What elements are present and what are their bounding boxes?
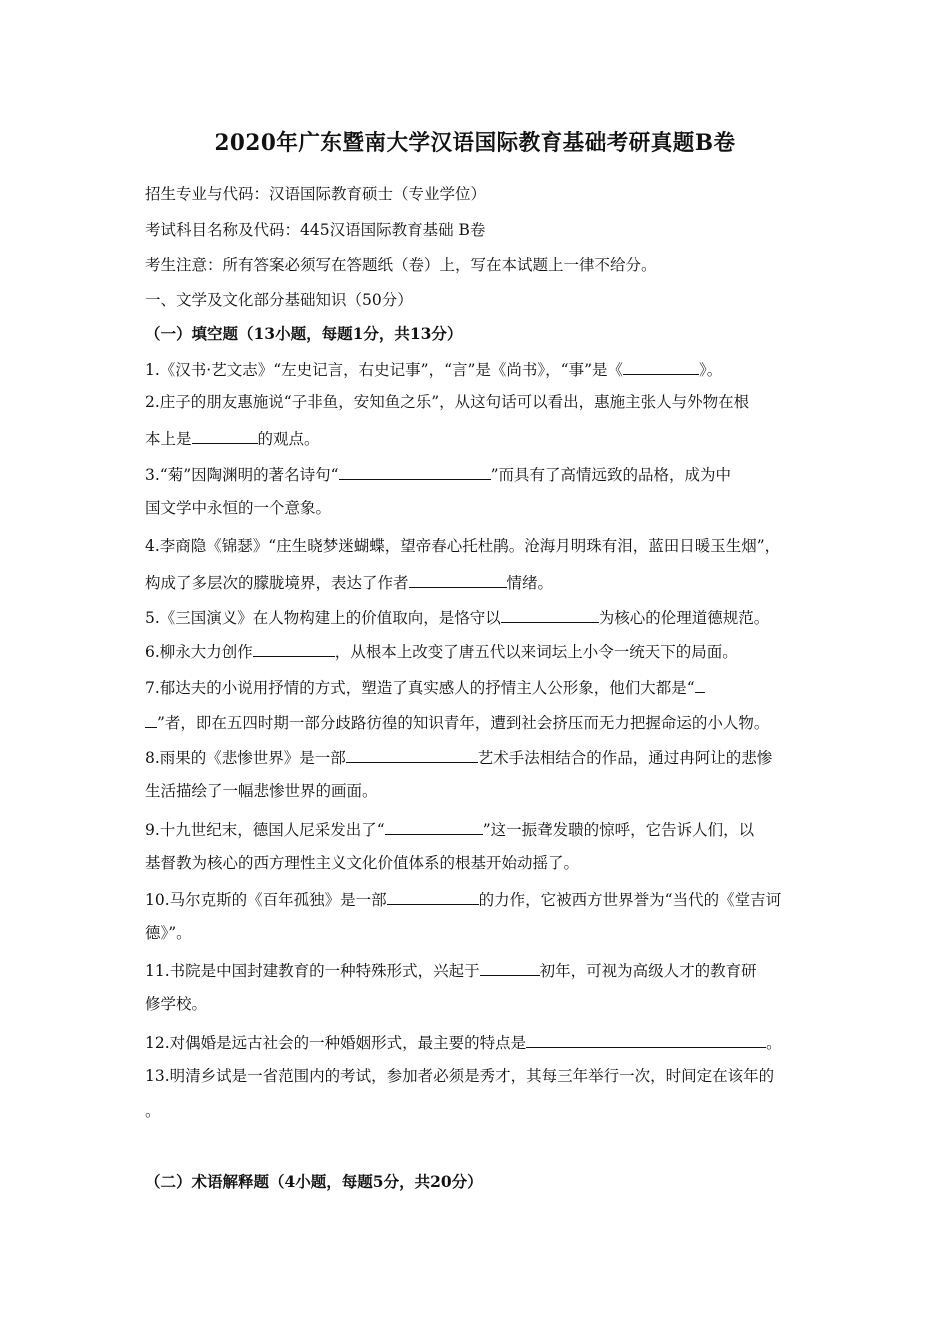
answer-blank [339,462,491,480]
part1-heading: （一）填空题（13小题，每题1分，共13分） [145,324,463,343]
part2-heading: （二）术语解释题（4小题，每题5分，共20分） [145,1172,483,1191]
question-3-cont [145,497,331,519]
q8-text: 8.雨果的《悲惨世界》是一部 [145,749,346,767]
question-6 [145,639,738,663]
q10-text: 10.马尔克斯的《百年孤独》是一部 [145,891,387,909]
q4-text-2: 构成了多层次的朦胧境界，表达了作者 [145,574,409,592]
question-1 [145,357,722,381]
q4-text-3: 情绪。 [506,574,554,592]
subject-line: 考试科目名称及代码：445汉语国际教育基础 B卷 [145,221,486,239]
q9-text: 9.十九世纪末，德国人尼采发出了“ [145,821,385,839]
q7-text: 7.郁达夫的小说用抒情的方式，塑造了真实感人的抒情主人公形象，他们大都是“ [145,679,695,697]
q2-text-3: 的观点。 [257,430,320,448]
q9-text-2: ”这一振聋发聩的惊呼，它告诉人们，以 [482,821,755,839]
q3-text-3: 国文学中永恒的一个意象。 [145,499,332,517]
q6-text: 6.柳永大力创作 [145,643,253,661]
question-4 [145,535,780,557]
question-8-cont [145,780,378,802]
notice-line: 考生注意：所有答案必须写在答题纸（卷）上，写在本试题上一律不给分。 [145,256,657,274]
q13-text: 13.明清乡试是一省范围内的考试，参加者必须是秀才，其每三年举行一次，时间定在该年的 [145,1067,775,1085]
question-9-cont [145,852,579,874]
q5-text-2: 为核心的伦理道德规范。 [598,609,770,627]
answer-blank [480,958,540,976]
q7-text-2: ”者，即在五四时期一部分歧路彷徨的知识青年，遭到社会挤压而无力把握命运的小人物。 [157,714,770,732]
q2-text: 2.庄子的朋友惠施说“子非鱼，安知鱼之乐”，从这句话可以看出，惠施主张人与外物在根 [145,393,750,411]
q8-text-3: 生活描绘了一幅悲惨世界的画面。 [145,782,378,800]
answer-blank [346,745,478,763]
q9-text-3: 基督教为核心的西方理性主义文化价值体系的根基开始动摇了。 [145,854,580,872]
answer-blank [253,639,335,657]
question-9 [145,817,754,841]
q6-text-2: ，从根本上改变了唐五代以来词坛上小令一统天下的局面。 [334,643,738,661]
answer-blank [623,357,699,375]
q11-text: 11.书院是中国封建教育的一种特殊形式，兴起于 [145,962,480,980]
answer-blank [501,605,599,623]
question-13-cont [145,1100,161,1122]
q5-text: 5.《三国演义》在人物构建上的价值取向，是恪守以 [145,609,501,627]
answer-blank [145,710,157,728]
question-10 [145,887,781,911]
q11-text-3: 修学校。 [145,995,208,1013]
q10-text-3: 德》”。 [145,924,192,942]
q11-text-2: 初年，可视为高级人才的教育研 [539,962,757,980]
q8-text-2: 艺术手法相结合的作品，通过冉阿让的悲惨 [477,749,773,767]
q12-text: 12.对偶婚是远古社会的一种婚姻形式，最主要的特点是 [145,1034,527,1052]
question-11-cont [145,993,207,1015]
answer-blank [387,887,479,905]
question-12 [145,1030,782,1054]
q10-text-2: 的力作，它被西方世界誉为“当代的《堂吉诃 [478,891,782,909]
q4-text: 4.李商隐《锦瑟》“庄生晓梦迷蝴蝶，望帝春心托杜鹃。沧海月明珠有泪，蓝田日暖玉生烟”， [145,537,781,555]
q12-text-2: 。 [766,1034,782,1052]
q13-text-2: 。 [145,1102,161,1120]
question-8 [145,745,772,769]
q3-text-2: ”而具有了高情远致的品格，成为中 [490,466,731,484]
question-3 [145,462,731,486]
question-10-cont [145,922,192,944]
question-2 [145,391,749,413]
q1-text: 1.《汉书·艺文志》“左史记言，右史记事”，“言”是《尚书》，“事”是《 [145,361,624,379]
question-11 [145,958,757,982]
page-title: 2020年广东暨南大学汉语国际教育基础考研真题B卷 [214,130,736,156]
q1-text-end: 》。 [699,361,723,379]
major-line: 招生专业与代码：汉语国际教育硕士（专业学位） [145,185,487,203]
question-13 [145,1065,774,1087]
question-7-cont [145,710,769,734]
question-7 [145,675,705,699]
question-2-cont [145,426,320,450]
section-heading: 一、文学及文化部分基础知识（50分） [145,291,413,309]
q3-text: 3.“菊”因陶渊明的著名诗句“ [145,466,339,484]
answer-blank [526,1030,766,1048]
question-4-cont [145,570,553,594]
q2-text-2: 本上是 [145,430,192,448]
answer-blank [385,817,483,835]
answer-blank [192,426,258,444]
answer-blank [409,570,507,588]
answer-blank [695,675,705,693]
question-5 [145,605,769,629]
